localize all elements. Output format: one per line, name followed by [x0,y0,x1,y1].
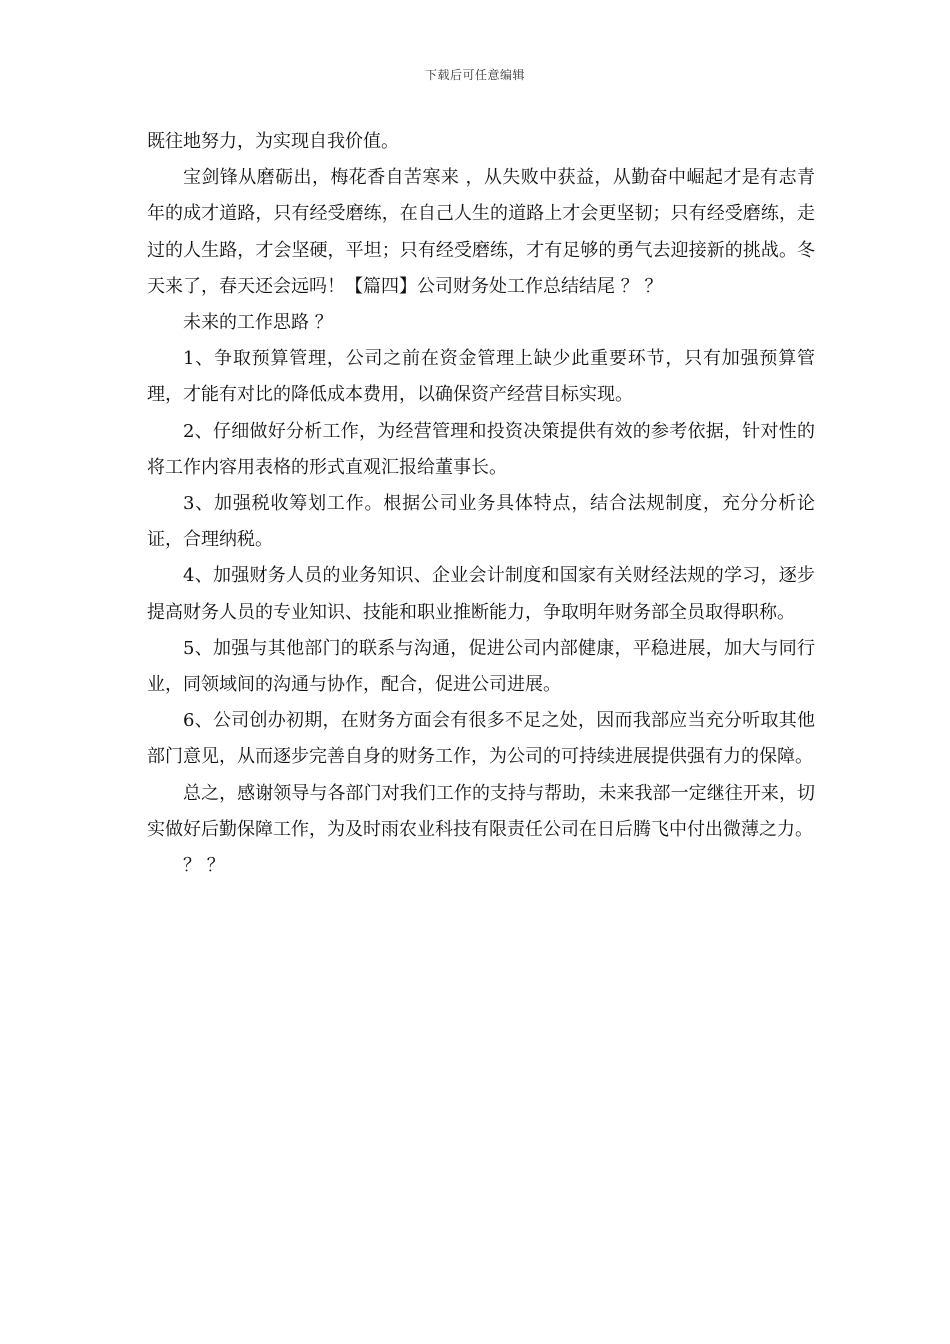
document-body [147,124,815,884]
paragraph: 宝剑锋从磨砺出，梅花香自苦寒来 ，从失败中获益，从勤奋中崛起才是有志青年的成才道路，只有经受磨练，在自己人生的道路上才会更坚韧；只有经受磨练，走过的人生路，才会坚硬，平坦；只有经受磨练，才有足够的勇气去迎接新的挑战。冬天来了，春天还会远吗！【篇四】公司财务处工作总结结尾 ？ ？ [147,167,815,297]
paragraph: 3、加强税收筹划工作。根据公司业务具体特点，结合法规制度，充分分析论证，合理纳税。 [147,493,815,551]
page-header-note: 下载后可任意编辑 [424,68,525,82]
paragraph: 总之，感谢领导与各部门对我们工作的支持与帮助，未来我部一定继往开来，切实做好后勤保障工作，为及时雨农业科技有限责任公司在日后腾飞中付出微薄之力。 [147,782,815,840]
paragraph: 4、加强财务人员的业务知识、企业会计制度和国家有关财经法规的学习，逐步提高财务人员的专业知识、技能和职业推断能力，争取明年财务部全员取得职称。 [147,565,815,623]
paragraph: 5、加强与其他部门的联系与沟通，促进公司内部健康，平稳进展，加大与同行业，同领域间的沟通与协作，配合，促进公司进展。 [147,637,815,696]
paragraph: 未来的工作思路 ？ [183,312,333,334]
paragraph: 1、争取预算管理，公司之前在资金管理上缺少此重要环节，只有加强预算管理，才能有对比的降低成本费用，以确保资产经营目标实现。 [147,348,815,406]
paragraph: ？ ？ [183,855,225,877]
paragraph: 既往地努力，为实现自我价值。 [147,131,399,152]
paragraph: 2、仔细做好分析工作，为经营管理和投资决策提供有效的参考依据，针对性的将工作内容用表格的形式直观汇报给董事长。 [147,420,815,478]
paragraph: 6、公司创办初期，在财务方面会有很多不足之处，因而我部应当充分听取其他部门意见，从而逐步完善自身的财务工作，为公司的可持续进展提供强有力的保障。 [147,710,815,768]
